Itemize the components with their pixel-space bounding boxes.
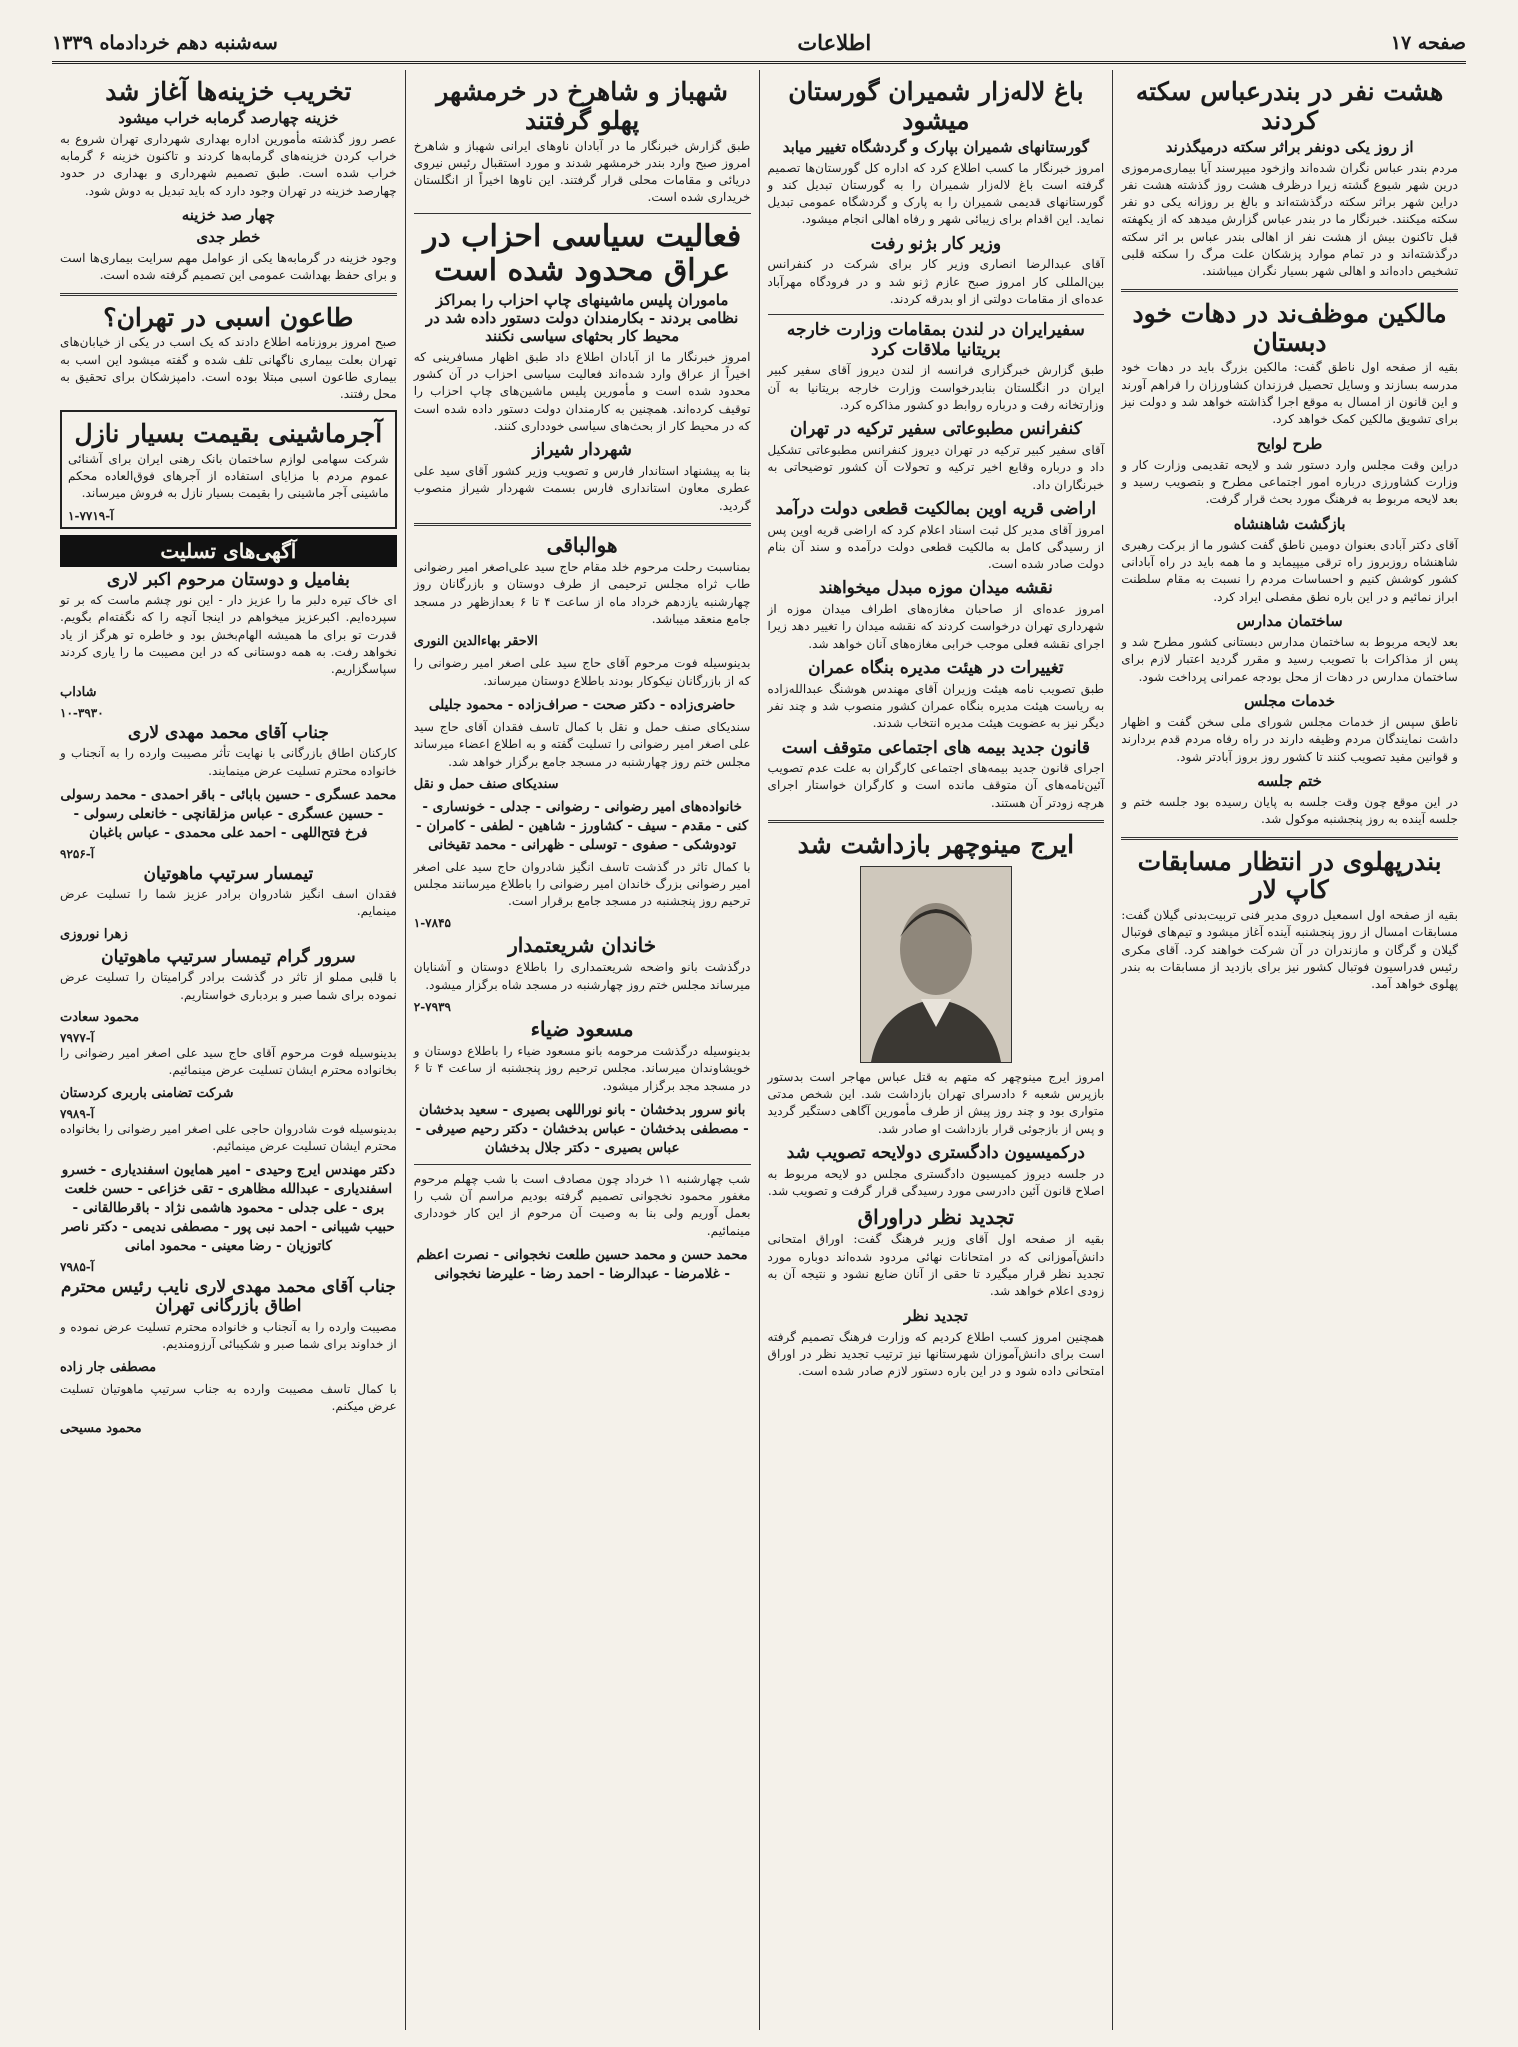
article-title: باغ لاله‌زار شمیران گورستان میشود (788, 77, 1084, 135)
notice-title: بفامیل و دوستان مرحوم اکبر لاری (106, 569, 350, 590)
article-title: فعالیت سیاسی احزاب در عراق محدود شده است (422, 218, 742, 289)
notice-names: خانواده‌های امیر رضوانی - رضوانی - جدلی - خونساری - کنی - مقدم - سیف - کشاورز - شاهین - لطفی - کامران - تودوشکی - صفوی - توسلی - ظهرانی - محمد تقیخانی (416, 798, 749, 853)
section-heading: چهار صد خزینه (181, 206, 276, 225)
notice-signature: شرکت تضامنی باربری کردستان (60, 1085, 234, 1101)
section-heading: بازگشت شاهنشاه (1233, 514, 1346, 533)
article-title: قانون جدید بیمه های اجتماعی متوقف است (781, 737, 1090, 758)
notice-body: ای خاک تیره دلبر ما را عزیز دار - این نور چشم ماست که بر تو سپرده‌ایم. اکبرعزیز میخواهم در اینجا آنچه را که نگفته‌ام بگویم. قدرت تو برای ما همیشه الهام‌بخش بود و خاطره تو هرگز از یاد نخواهد رفت. به همه دوستانی که در این مصیبت ما را یاری کردند سپاسگزاریم. (60, 593, 397, 677)
notice-body: فقدان اسف انگیز شادروان برادر عزیز شما را تسلیت عرض مینمایم. (60, 887, 397, 919)
article-title: سفیرایران در لندن بمقامات وزارت خارجه بریتانیا ملاقات کرد (786, 320, 1085, 360)
section-heading: خدمات مجلس (1244, 691, 1336, 710)
article-body: وجود خزینه در گرمابه‌ها یکی از عوامل مهم سرایت بیماری‌ها است و برای حفظ بهداشت عمومی این تصمیم گرفته شده است. (60, 251, 397, 283)
notice-body: بدینوسیله فوت مرحوم آقای حاج سید علی اصغر امیر رضوانی را که از بازرگانان نیکوکار بودند باطلاع دوستان میرساند. (413, 656, 751, 688)
ad-number: آ-۷۷۱۹-۱ (68, 508, 114, 523)
article-title: بندرپهلوی در انتظار مسابقات کاپ لار (1137, 846, 1442, 905)
notice-body: شب چهارشنبه ۱۱ خرداد چون مصادف است با شب چهلم مرحوم مغفور محمود نخجوانی تصمیم گرفته بودیم مراسم آن شب را بعمل آوریم ولی بنا به وصیت آن مرحوم از این کار خودداری مینمائیم. (413, 1171, 751, 1238)
notice-title: مسعود ضیاء (530, 1017, 634, 1042)
notice-signature: مصطفی جار زاده (60, 1359, 157, 1375)
notice-body: بدینوسیله فوت شادروان حاجی علی اصغر امیر رضوانی را بخانواده محترم ایشان تسلیت عرض مینمائیم. (60, 1121, 397, 1153)
article-body: صبح امروز بروزنامه اطلاع دادند که یک اسب در یکی از خیابان‌های تهران بعلت بیماری ناگهانی تلف شده و گفته میشود این اسب به بیماری طاعون اسبی مبتلا بوده است. دامپزشکان برای تحقیق به محل رفتند. (60, 335, 397, 402)
paper-name: اطلاعات (797, 30, 872, 55)
article-body: طبق تصویب نامه هیئت وزیران آقای مهندس هوشنگ عبدالله‌زاده به ریاست هیئت مدیره بنگاه عمران کشور منصوب شد و چند نفر دیگر نیز به عضویت هیئت مدیره انتخاب شدند. (767, 681, 1105, 731)
article-body: آقای عبدالرضا انصاری وزیر کار برای شرکت در کنفرانس بین‌المللی کار امروز صبح عازم ژنو شد و در فرودگاه مهرآباد عده‌ای از مقامات دولتی از او بدرقه کردند. (767, 257, 1105, 307)
article-title: نقشه میدان موزه مبدل میخواهند (818, 578, 1053, 599)
ad-number: آ-۷۹۸۵ (60, 1259, 95, 1274)
ad-number: ۲-۷۹۳۹ (413, 1000, 451, 1015)
article-title: تجدید نظر دراوراق (857, 1205, 1015, 1230)
notice-names: محمد عسگری - حسین بابائی - باقر احمدی - محمد رسولی - حسین عسگری - عباس مزلقانچی - خانعلی رسولی - فرخ فتح‌اللهی - احمد علی محمدی - عباس باغبان (60, 786, 397, 841)
article-subtitle: گورستانهای شمیران بپارک و گردشگاه تغییر میابد (782, 137, 1089, 156)
article-title: کنفرانس مطبوعاتی سفیر ترکیه در تهران (789, 419, 1082, 440)
notice-body: درگذشت بانو واضحه شریعتمداری را باطلاع دوستان و آشنایان میرساند مجلس ختم روز چهارشنبه در مسجد شاه برگزار میشود. (413, 960, 751, 992)
article-body: همچنین امروز کسب اطلاع کردیم که وزارت فرهنگ تصمیم گرفته است برای دانش‌آموزان شهرستانها نیز ترتیب تجدید نظر در اوراق امتحانی داده شود و در این باره دستور لازم صادر شده است. (767, 1329, 1105, 1379)
notice-body: کارکنان اطاق بازرگانی با نهایت تأثر مصیبت وارده را به آنجناب و خانواده محترم تسلیت عرض مینمایند. (60, 746, 397, 778)
divider (60, 293, 397, 296)
notice-signature: شاداب (60, 684, 97, 700)
divider (1121, 289, 1458, 292)
divider (414, 1164, 751, 1165)
divider (768, 314, 1105, 315)
column-3 (405, 70, 759, 2030)
column-1 (1112, 70, 1466, 2030)
article-title: طاعون اسبی در تهران؟ (103, 302, 354, 332)
notice-body: سندیکای صنف حمل و نقل با کمال تاسف فقدان آقای حاج سید علی اصغر امیر رضوانی را تسلیت گفته و به اطلاع اعضاء میرساند مجلس ختم روز چهارشنبه در مسجد جامع برگزار خواهد شد. (413, 719, 751, 769)
notice-body: با کمال تاسف مصیبت وارده به جناب سرتیپ ماهوتیان تسلیت عرض میکنم. (60, 1381, 397, 1413)
notice-signature: محمود مسیحی (60, 1421, 142, 1437)
notice-title: جناب آقای محمد مهدی لاری نایب رئیس محترم اطاق بازرگانی تهران (60, 1276, 396, 1317)
notice-body: با قلبی مملو از تاثر در گذشت برادر گرامیتان را تسلیت عرض نموده برای شما صبر و بردباری خواستاریم. (60, 970, 397, 1002)
notice-title: هوالباقی (546, 532, 618, 557)
advertisement (60, 410, 397, 529)
article-body: بقیه از صفحه اول ناطق گفت: مالکین بزرگ باید در دهات خود مدرسه بسازند و وسایل تحصیل فرزندان کشاورزان را فراهم آورند و این قانون از امسال به موقع اجرا گذاشته خواهد شد و دولت نیز برای تشویق مالکین کمک خواهد کرد. (1121, 360, 1458, 427)
article-subtitle: از روز یکی دونفر براثر سکته درمیگذرند (1165, 137, 1414, 156)
article-body: امروز خبرنگار ما کسب اطلاع کرد که اداره کل گورستان‌ها تصمیم گرفته است باغ لاله‌زار شمیران را به گورستان تبدیل کند و گورستانهای قدیمی شمیران را به پارک و گردشگاه عمومی تبدیل نماید. این اقدام برای زیبائی شهر و رفاه اهالی انجام میشود. (767, 160, 1105, 227)
article-body: مردم بندر عباس نگران شده‌اند وازخود میپرسند آیا بیماری‌مرموزی درین شهر شیوع گشته زیرا درظرف هشت روز گذشته هشت نفر دراین شهر براثر سکته درگذشته‌اند و بالغ بر روزانه یکی دو نفر سکته میکنند. خبرنگار ما در بندر عباس گزارش میدهد که از یکهفته قبل تاکنون بیش از هشت نفر از اهالی بندر عباس بر اثر سکته درگذشته‌اند و در تمام موارد پزشکان علت مرگ را سکته قلبی تشخیص داده‌اند و اهالی شهر بسیار نگران میباشند. (1121, 160, 1458, 279)
article-body: ناطق سپس از خدمات مجلس شورای ملی سخن گفت و اظهار داشت نمایندگان مردم وظیفه دارند در راه رفاه مردم قدم بردارند و قوانین مفید تصویب کنند تا کشور روز بروز آبادتر شود. (1121, 714, 1458, 764)
ad-number: ۱۰-۳۹۳۰ (60, 705, 104, 720)
article-body: دراین وقت مجلس وارد دستور شد و لایحه تقدیمی وزارت کار و وزارت کشاورزی درباره امور اجتماعی مطرح و بتصویب رسید و بعد لایحه مربوط به فرهنگ مورد بحث قرار گرفت. (1121, 457, 1458, 507)
column-2 (759, 70, 1113, 2030)
condolence-banner: آگهی‌های تسلیت (60, 535, 397, 567)
article-title: تغییرات در هیئت مدیره بنگاه عمران (808, 658, 1064, 679)
notice-signature: سندیکای صنف حمل و نقل (413, 776, 559, 792)
notice-names: حاضری‌زاده - دکتر صحت - صراف‌زاده - محمود جلیلی (428, 696, 736, 713)
ad-number: آ-۷۹۸۹ (60, 1106, 95, 1121)
divider (768, 820, 1105, 823)
article-title: ایرج مینوچهر بازداشت شد (797, 830, 1075, 860)
article-body: در جلسه دیروز کمیسیون دادگستری مجلس دو لایحه مربوط به اصلاح قانون آئین دادرسی مورد رسیدگی قرار گرفت و تصویب شد. (767, 1166, 1105, 1199)
notice-signature: زهرا نوروزی (60, 926, 128, 942)
article-body: بنا به پیشنهاد استاندار فارس و تصویب وزیر کشور آقای سید علی عطری معاون استانداری فارس بسمت شهردار شیراز منصوب گردید. (413, 464, 751, 513)
article-subtitle: خزینه چهارصد گرمابه خراب میشود (118, 108, 339, 127)
article-title: شهردار شیراز (532, 440, 632, 461)
article-title: وزیر کار بژنو رفت (870, 233, 1002, 254)
notice-names: دکتر مهندس ایرج وحیدی - امیر همایون اسفندیاری - خسرو اسفندیاری - عبدالله مظاهری - تقی خزاعی - حسن خلعت بری - علی جدلی - محمود هاشمی نژاد - باقرطالقانی - حبیب شیبانی - احمد نبی پور - مصطفی ندیمی - دکتر ناصر کاتوزیان - رضا معینی - محمود امانی (61, 1162, 396, 1254)
article-body: طبق گزارش خبرگزاری فرانسه از لندن دیروز آقای سفیر کبیر ایران در انگلستان بنابدرخواست وزارت خارجه بریتانیا به آن وزارتخانه رفت و درباره روابط دو کشور مذاکره کرد. (767, 363, 1105, 413)
article-body: آقای سفیر کبیر ترکیه در تهران دیروز کنفرانس مطبوعاتی تشکیل داد و درباره وقایع اخیر ترکیه و تحولات آن کشور توضیحاتی به خبرنگاران داد. (767, 442, 1105, 492)
notice-body: بدینوسیله فوت مرحوم آقای حاج سید علی اصغر امیر رضوانی را بخانواده محترم ایشان تسلیت عرض مینمائیم. (60, 1045, 397, 1078)
notice-body: بمناسبت رحلت مرحوم خلد مقام حاج سید علی‌اصغر امیر رضوانی طاب ثراه مجلس ترحیمی از طرف دوستان و بازرگانان روز چهارشنبه یازدهم خرداد ماه از ساعت ۴ تا ۶ بعدازظهر در مسجد جامع منعقد میباشد. (413, 559, 751, 626)
article-body: بقیه از صفحه اول اسمعیل دروی مدیر فنی تربیت‌بدنی گیلان گفت: مسابقات امسال از روز پنجشنبه آینده آغاز میشود و تیم‌های فوتبال گیلان و گرگان و مازندران در آن شرکت خواهند کرد. آقای مکری رئیس فدراسیون فوتبال کشور نیز برای بازدید از مسابقات به بندر پهلوی خواهد آمد. (1121, 908, 1458, 992)
ad-number: آ-۷۹۷۷ (60, 1030, 95, 1045)
article-body: بعد لایحه مربوط به ساختمان مدارس دبستانی کشور مطرح شد و پس از مذاکرات با تصویب رسید و مقرر گردید اعتبار لازم برای ساختمان مدارس در دهات از محل بودجه عمرانی پرداخت شود. (1121, 634, 1458, 684)
article-body: در این موقع چون وقت جلسه به پایان رسیده بود جلسه ختم و جلسه آینده به روز پنجشنبه موکول شد. (1121, 794, 1458, 827)
article-title: تخریب خزینه‌ها آغاز شد (105, 77, 352, 106)
article-body: امروز عده‌ای از صاحبان مغازه‌های اطراف میدان موزه از شهرداری تهران درخواست کردند که نقشه میدان را تغییر دهد زیرا اجرای نقشه فعلی موجب خرابی مغازه‌های آنان خواهد شد. (767, 602, 1105, 651)
column-4 (52, 70, 405, 2030)
divider (1121, 837, 1458, 840)
article-title: درکمیسیون دادگستری دولایحه تصویب شد (786, 1143, 1085, 1164)
issue-date: سه‌شنبه دهم خردادماه ۱۳۳۹ (52, 31, 278, 54)
article-subtitle: ماموران پلیس ماشینهای چاپ احزاب را بمراکز نظامی بردند - بکارمندان دولت دستور داده شد در محیط کار بحثهای سیاسی نکنند (425, 290, 739, 345)
article-body: طبق گزارش خبرنگار ما در آبادان ناوهای ایرانی شهباز و شاهرخ امروز صبح وارد بندر خرمشهر شدند و مورد استقبال رئیس نیروی دریائی و مقامات محلی قرار گرفتند. این ناوها اخیراً از انگلستان خریداری شده است. (413, 138, 751, 205)
page-number: صفحه ۱۷ (1390, 31, 1466, 54)
section-heading: طرح لوایح (1256, 434, 1323, 453)
notice-title: جناب آقای محمد مهدی لاری (127, 722, 329, 743)
notice-title: خاندان شریعتمدار (508, 933, 657, 958)
article-body: بقیه از صفحه اول آقای وزیر فرهنگ گفت: اوراق امتحانی دانش‌آموزانی که در امتحانات نهائی مردود شده‌اند دوباره مورد تجدید نظر قرار میگیرد تا حقی از آنان ضایع نشود و نتیجه آن به زودی اعلام خواهد شد. (767, 1232, 1105, 1299)
section-heading: تجدید نظر (903, 1306, 968, 1325)
notice-signature: الاحقر بهاءالدین النوری (413, 634, 538, 650)
article-body: آقای دکتر آبادی بعنوان دومین ناطق گفت کشور ما از برکت رهبری شاهنشاه روزبروز راه ترقی میپیماید و ما همه باید در راه آبادانی کشور کوشش کنیم و احساسات مردم را نسبت به مقام سلطنت ابراز نمائیم و در این باره نطق مفصلی ایراد کرد. (1121, 537, 1458, 604)
section-heading: ساختمان مدارس (1236, 611, 1343, 630)
article-body: اجرای قانون جدید بیمه‌های اجتماعی کارگران به علت عدم تصویب آئین‌نامه‌های آن متوقف مانده است و کارگران خواستار اجرای هرچه زودتر آن هستند. (767, 761, 1105, 810)
ad-body: شرکت سهامی لوازم ساختمان بانک رهنی ایران برای آشنائی عموم مردم با مزایای استفاده از آجرهای فوق‌العاده محکم ماشینی آجر ماشینی را بقیمت بسیار نازل به فروش میرساند. (68, 451, 389, 501)
columns (52, 70, 1466, 2030)
article-body: عصر روز گذشته مأمورین اداره بهداری شهرداری تهران شروع به خراب کردن خزینه‌های گرمابه‌ها کردند و تاکنون خزینه ۶ گرمابه خراب شده است. طبق تصمیم شهرداری و بهداری در حدود چهارصد خزینه در تهران وجود دارد که باید تبدیل به دوش شود. (60, 131, 397, 198)
article-title: شهباز و شاهرخ در خرمشهر پهلو گرفتند (436, 77, 728, 135)
notice-body: با کمال تاثر در گذشت تاسف انگیز شادروان حاج سید علی اصغر امیر رضوانی بزرگ خاندان امیر رضوانی را باطلاع میرسانند مجلس ترحیم روز پنجشنبه در مسجد جامع برقرار است. (413, 859, 751, 909)
divider (414, 523, 751, 526)
article-title: اراضی قریه اوین بمالکیت قطعی دولت درآمد (775, 498, 1097, 519)
article-body: امروز ایرج مینوچهر که متهم به قتل عباس مهاجر است بدستور بازپرس شعبه ۶ دادسرای تهران بازداشت شد. این شخص مدتی متواری بود و چند روز پیش از طرف مأمورین آگاهی دستگیر گردید و پس از بازجوئی قرار بازداشت او صادر شد. (767, 1069, 1105, 1136)
article-title: هشت نفر در بندرعباس سکته کردند (1135, 77, 1444, 135)
notice-signature: محمود سعادت (60, 1009, 140, 1025)
ad-title: آجرماشینی بقیمت بسیار نازل (74, 418, 383, 448)
article-body: امروز خبرنگار ما از آبادان اطلاع داد طبق اظهار مسافرینی که اخیراً از عراق وارد شده‌اند فعالیت سیاسی احزاب در آن کشور محدود شده است و مأمورین پلیس ماشین‌های چاپ احزاب را توقیف کرده‌اند. همچنین به کارمندان دولت دستور داده شده است که در محیط کار از بحث‌های سیاسی خودداری کنند. (413, 349, 751, 434)
section-heading: ختم جلسه (1257, 771, 1322, 790)
portrait-image (861, 867, 1011, 1062)
ad-number: آ-۹۲۵۶ (60, 846, 95, 861)
section-heading: خطر جدی (196, 228, 261, 247)
notice-body: بدینوسیله درگذشت مرحومه بانو مسعود ضیاء را باطلاع دوستان و خویشاوندان میرساند. مجلس ترحیم روز پنجشنبه از ساعت ۴ تا ۶ در مسجد مجد برگزار میشود. (413, 1044, 751, 1093)
portrait-photo (860, 866, 1012, 1063)
notice-body: مصیبت وارده را به آنجناب و خانواده محترم تسلیت عرض نموده و از خداوند برای شما صبر و شکیبائی آرزومندیم. (60, 1319, 397, 1352)
article-body: امروز آقای مدیر کل ثبت اسناد اعلام کرد که اراضی قریه اوین پس از رسیدگی کامل به مالکیت قطعی دولت درآمده و سند آن بنام دولت صادر شده است. (767, 522, 1105, 572)
masthead (52, 30, 1466, 64)
notice-names: بانو سرور بدخشان - بانو نوراللهی بصیری - سعید بدخشان - مصطفی بدخشان - عباس بدخشان - دکتر رحیم صیرفی - عباس بصیری - دکتر جلال بدخشان (415, 1102, 749, 1156)
notice-title: تیمسار سرتیپ ماهوتیان (143, 863, 314, 884)
divider (414, 213, 751, 214)
notice-title: سرور گرام تیمسار سرتیپ ماهوتیان (101, 946, 356, 967)
notice-names: محمد حسن و محمد حسین طلعت نخجوانی - نصرت اعظم - غلامرضا - عبدالرضا - احمد رضا - علیرضا نخجوانی (416, 1247, 748, 1282)
ad-number: ۱-۷۸۴۵ (413, 916, 451, 931)
article-title: مالکین موظف‌ند در دهات خود دبستان (1132, 298, 1447, 357)
